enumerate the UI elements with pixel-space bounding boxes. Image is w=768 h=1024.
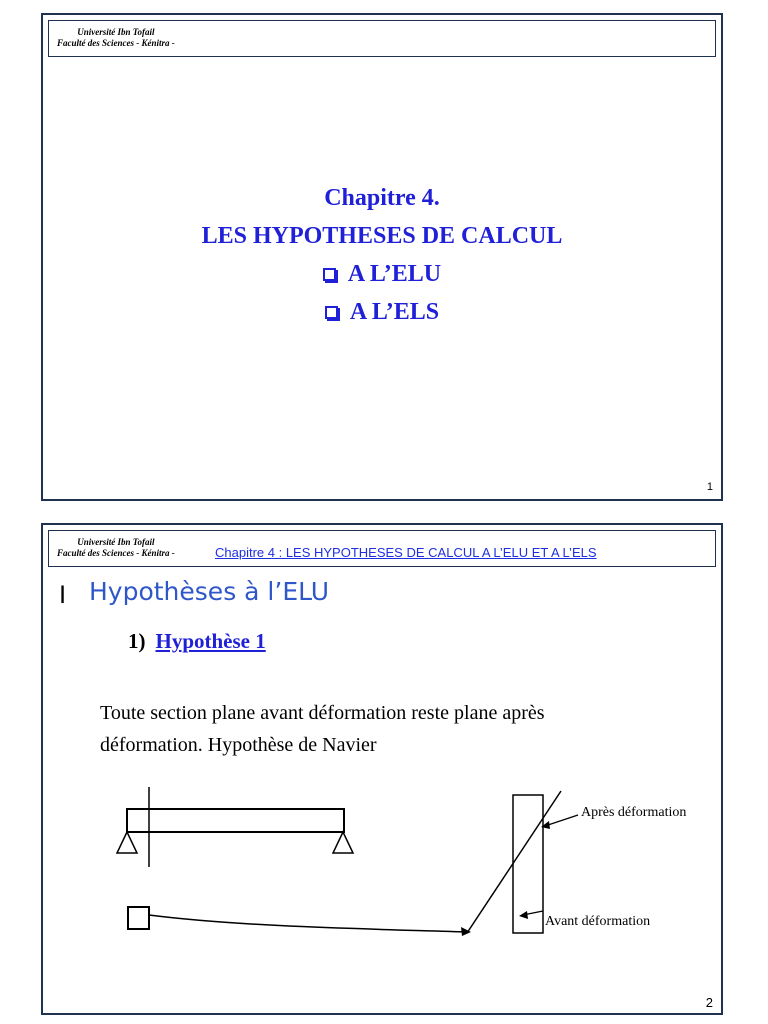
chapter-title: LES HYPOTHESES DE CALCUL (201, 223, 563, 249)
faculty-name: Faculté des Sciences - Kénitra - (57, 38, 175, 48)
bullet-elu-text: A L’ELU (347, 261, 442, 287)
text-line: Toute section plane avant déformation reste plane après (100, 702, 545, 724)
slide-1 (41, 13, 723, 501)
chapter-number: Chapitre 4. (324, 185, 440, 211)
pointer-arrow-icon (519, 911, 528, 919)
section-square (128, 907, 149, 929)
slide-2 (41, 523, 723, 1015)
university-name: Université Ibn Tofail (77, 27, 155, 37)
hypothesis-title: Hypothèse 1 (155, 629, 266, 653)
chapter-header-link[interactable]: Chapitre 4 : LES HYPOTHESES DE CALCUL A L’ELU ET A L’ELS (215, 545, 597, 560)
university-label (57, 27, 175, 49)
left-support-icon (117, 832, 137, 853)
hypothesis-number: 1) (128, 629, 146, 653)
transition-curve (149, 915, 467, 932)
checkbox-bullet-icon (325, 306, 338, 319)
bullet-elu (43, 255, 721, 293)
beam (127, 809, 344, 832)
page-number: 2 (705, 995, 713, 1010)
text-line: déformation. Hypothèse de Navier (100, 734, 377, 756)
right-support-icon (333, 832, 353, 853)
slide-header (48, 20, 716, 57)
section-title: Hypothèses à l’ELU (89, 577, 330, 606)
university-name: Université Ibn Tofail (77, 537, 155, 547)
label-before-deformation: Avant déformation (545, 914, 651, 929)
navier-diagram (43, 525, 721, 1013)
page-number: 1 (706, 481, 713, 493)
section-after-line (467, 791, 561, 933)
checkbox-bullet-icon (323, 268, 336, 281)
faculty-name: Faculté des Sciences - Kénitra - (57, 548, 175, 558)
label-pointer-after (545, 815, 578, 826)
chapter-title-block (43, 179, 721, 331)
section-marker: I (59, 581, 67, 609)
label-after-deformation: Après déformation (581, 805, 687, 820)
bullet-els (43, 293, 721, 331)
bullet-els-text: A L’ELS (349, 299, 440, 325)
